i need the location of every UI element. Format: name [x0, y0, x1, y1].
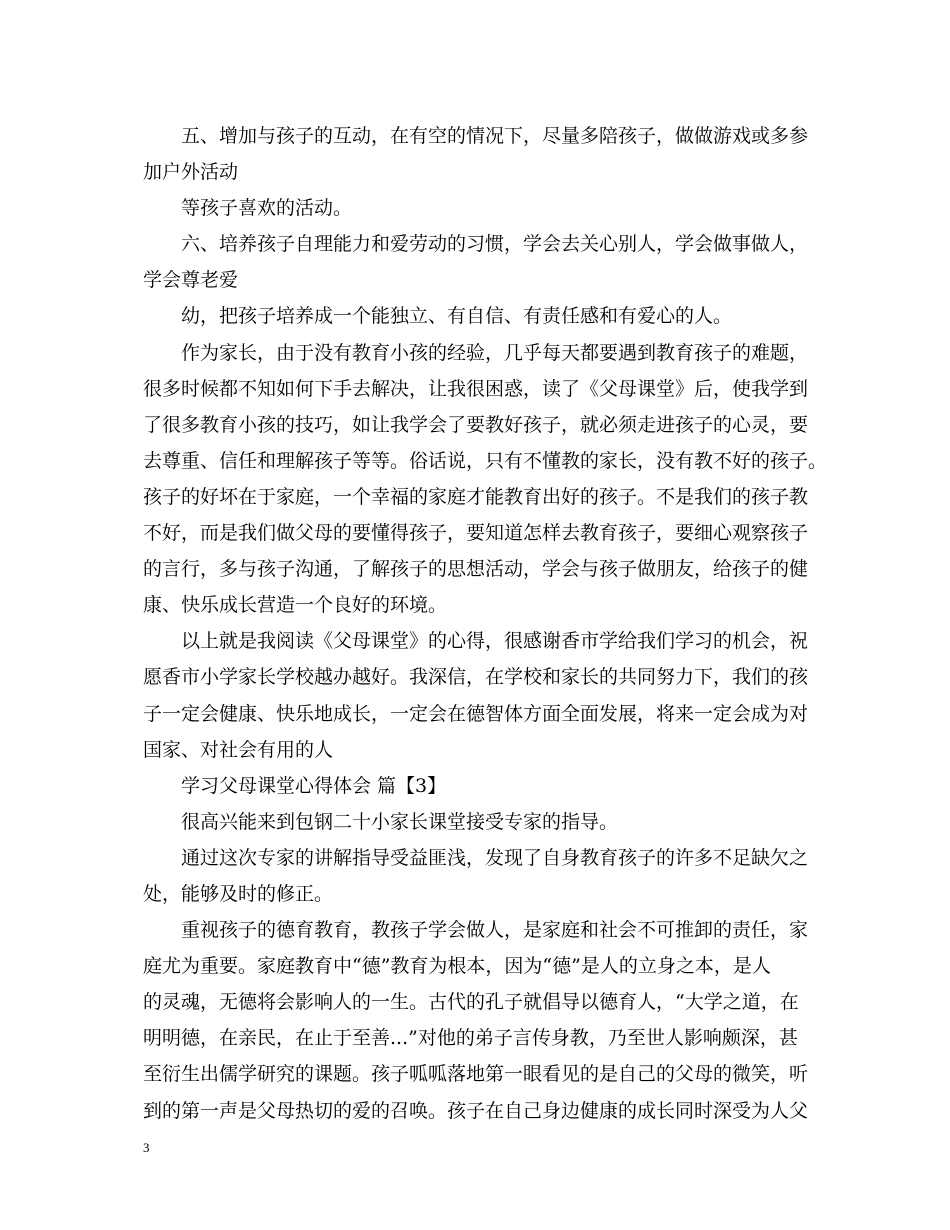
text-line: 孩子的好坏在于家庭，一个幸福的家庭才能教育出好的孩子。不是我们的孩子教: [143, 485, 809, 508]
text-line: 重视孩子的德育教育，教孩子学会做人，是家庭和社会不可推卸的责任，家: [181, 919, 809, 942]
text-line: 很高兴能来到包钢二十小家长课堂接受专家的指导。: [181, 810, 619, 833]
text-line: 六、培养孩子自理能力和爱劳动的习惯，学会去关心别人，学会做事做人，: [181, 233, 809, 256]
text-line: 不好，而是我们做父母的要懂得孩子，要知道怎样去教育孩子，要细心观察孩子: [143, 522, 809, 545]
text-line: 幼，把孩子培养成一个能独立、有自信、有责任感和有爱心的人。: [181, 305, 733, 328]
text-line: 的灵魂，无德将会影响人的一生。古代的孔子就倡导以德育人，“大学之道，在: [143, 991, 799, 1014]
text-line: 国家、对社会有用的人: [143, 738, 334, 761]
text-line: 等孩子喜欢的活动。: [181, 197, 353, 220]
document-body: [143, 118, 828, 1129]
text-line: 至衍生出儒学研究的课题。孩子呱呱落地第一眼看见的是自己的父母的微笑，听: [143, 1063, 809, 1086]
text-line: 子一定会健康、快乐地成长，一定会在德智体方面全面发展，将来一定会成为对: [143, 702, 809, 725]
text-line: 加户外活动: [143, 161, 239, 184]
text-line: 的言行，多与孩子沟通，了解孩子的思想活动，学会与孩子做朋友，给孩子的健: [143, 558, 809, 581]
text-line: 愿香市小学家长学校越办越好。我深信，在学校和家长的共同努力下，我们的孩: [143, 666, 809, 689]
text-line: 去尊重、信任和理解孩子等等。俗话说，只有不懂教的家长，没有教不好的孩子。: [143, 449, 828, 472]
text-line: 学会尊老爱: [143, 269, 239, 292]
text-line: 处，能够及时的修正。: [143, 882, 334, 905]
text-line: 了很多教育小孩的技巧，如让我学会了要教好孩子，就必须走进孩子的心灵，要: [143, 413, 809, 436]
text-line: 很多时候都不知如何下手去解决，让我很困惑，读了《父母课堂》后，使我学到: [143, 377, 809, 400]
text-line: 到的第一声是父母热切的爱的召唤。孩子在自己身边健康的成长同时深受为人父: [143, 1099, 809, 1122]
text-line: 明明德，在亲民，在止于至善...”对他的弟子言传身教，乃至世人影响颇深，甚: [143, 1027, 798, 1050]
text-line: 康、快乐成长营造一个良好的环境。: [143, 594, 448, 617]
text-line: 作为家长，由于没有教育小孩的经验，几乎每天都要遇到教育孩子的难题，: [181, 341, 809, 364]
text-line: 庭尤为重要。家庭教育中“德”教育为根本，因为“德”是人的立身之本，是人: [143, 955, 771, 978]
section-heading: 学习父母课堂心得体会 篇【3】: [181, 774, 447, 797]
text-line: 通过这次专家的讲解指导受益匪浅，发现了自身教育孩子的许多不足缺欠之: [181, 846, 809, 869]
page-number: 3: [143, 1140, 150, 1155]
text-line: 五、增加与孩子的互动，在有空的情况下，尽量多陪孩子，做做游戏或多参: [181, 125, 809, 147]
text-line: 以上就是我阅读《父母课堂》的心得，很感谢香市学给我们学习的机会，祝: [181, 630, 809, 653]
